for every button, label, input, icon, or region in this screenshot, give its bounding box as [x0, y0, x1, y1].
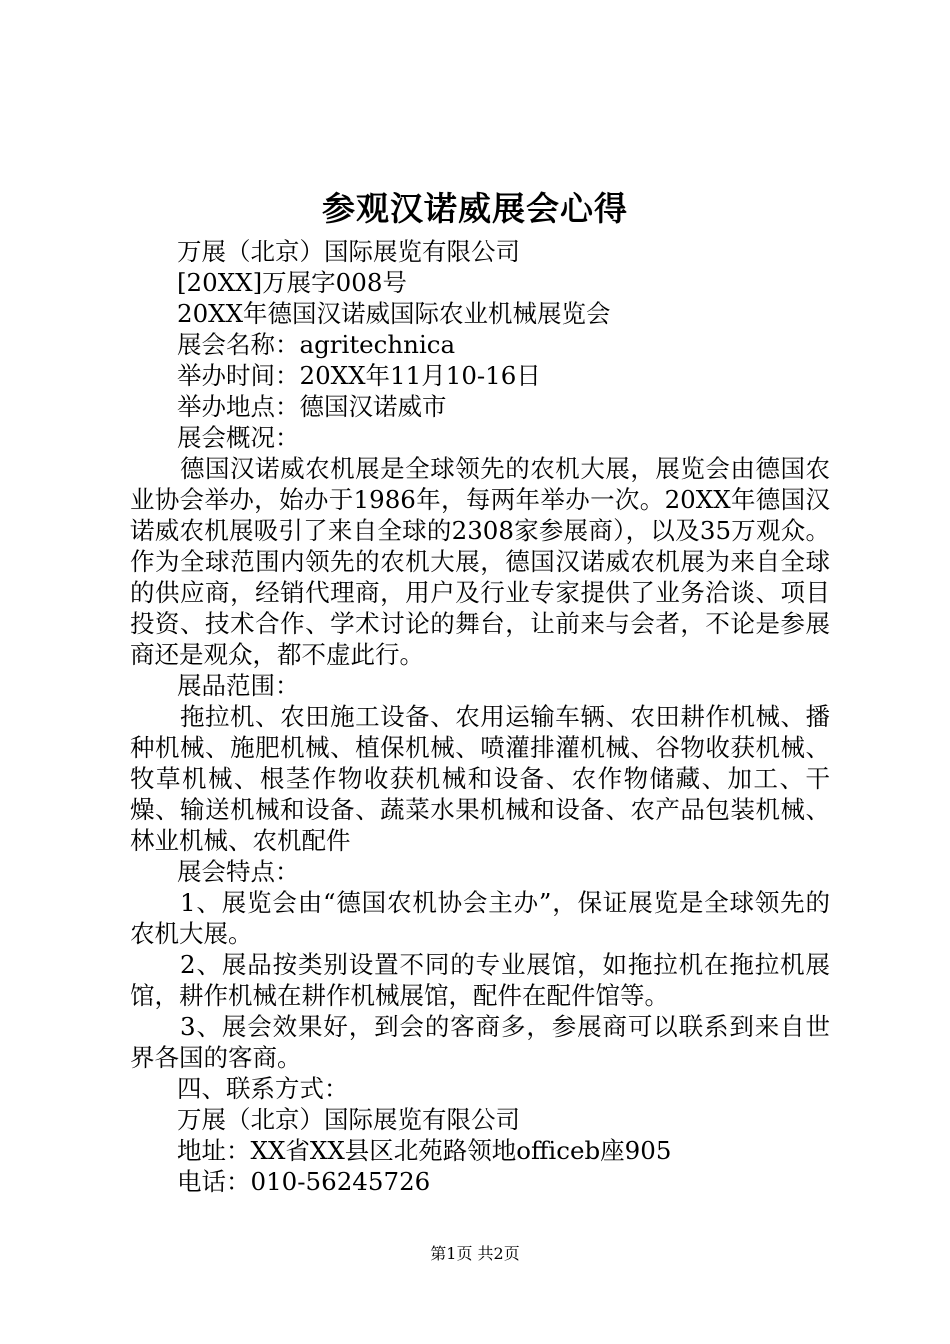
features-heading: 展会特点： — [177, 857, 300, 886]
exhibition-title-line: 20XX年德国汉诺威国际农业机械展览会 — [177, 299, 611, 328]
exhibition-name-line: 展会名称：agritechnica — [177, 330, 456, 359]
feature-item-1: 1、展览会由“德国农机协会主办”，保证展览是全球领先的农机大展。 — [130, 888, 830, 948]
overview-heading: 展会概况： — [177, 423, 300, 452]
scope-paragraph: 拖拉机、农田施工设备、农用运输车辆、农田耕作机械、播种机械、施肥机械、植保机械、喷灌排灌机械、谷物收获机械、牧草机械、根茎作物收获机械和设备、农作物储藏、加工、干燥、输送机械和设备、蔬菜水果机械和设备、农产品包装机械、林业机械、农机配件 — [130, 702, 830, 855]
document-body — [130, 236, 830, 1197]
page-indicator: 第1页 共2页 — [430, 1244, 520, 1263]
overview-paragraph: 德国汉诺威农机展是全球领先的农机大展，展览会由德国农业协会举办，始办于1986年，每两年举办一次。20XX年德国汉诺威农机展吸引了来自全球的2308家参展商），以及35万观众。作为全球范围内领先的农机大展，德国汉诺威农机展为来自全球的供应商，经销代理商，用户及行业专家提供了业务洽谈、项目投资、技术合作、学术讨论的舞台，让前来与会者，不论是参展商还是观众，都不虚此行。 — [130, 454, 830, 669]
scope-heading: 展品范围： — [177, 671, 300, 700]
exhibition-date-line: 举办时间：20XX年11月10-16日 — [177, 361, 541, 390]
feature-item-2: 2、展品按类别设置不同的专业展馆，如拖拉机在拖拉机展馆，耕作机械在耕作机械展馆，配件在配件馆等。 — [130, 950, 830, 1010]
contact-address: 地址：XX省XX县区北苑路领地officeb座905 — [177, 1136, 672, 1165]
document-title: 参观汉诺威展会心得 — [322, 189, 628, 228]
exhibition-venue-line: 举办地点：德国汉诺威市 — [177, 392, 447, 421]
document-number-line: [20XX]万展字008号 — [177, 268, 407, 297]
feature-item-3: 3、展会效果好，到会的客商多，参展商可以联系到来自世界各国的客商。 — [130, 1012, 830, 1072]
contact-phone: 电话：010-56245726 — [177, 1167, 431, 1196]
issuer-line: 万展（北京）国际展览有限公司 — [177, 237, 520, 266]
contact-heading: 四、联系方式： — [177, 1074, 349, 1103]
contact-company: 万展（北京）国际展览有限公司 — [177, 1105, 520, 1134]
